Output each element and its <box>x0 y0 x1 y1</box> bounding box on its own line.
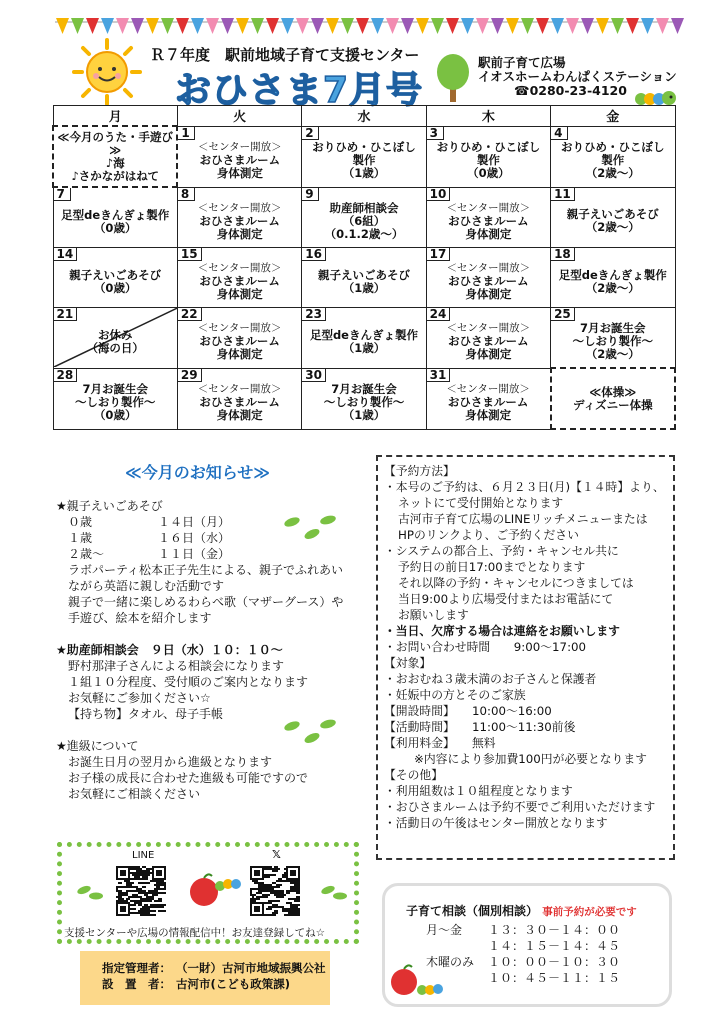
date-label: １１日（金） <box>158 547 231 561</box>
bunting-flag <box>386 18 399 34</box>
event-line: ＜センター開放＞ <box>197 382 282 395</box>
day-event <box>427 258 550 305</box>
consult-day: 木曜のみ <box>426 955 475 969</box>
consult-time: １４：１５－１４：４５ <box>488 939 621 953</box>
event-line: ～しおり製作～ <box>323 394 405 409</box>
event-line: （0歳） <box>93 220 137 235</box>
bunting-flag <box>266 18 279 34</box>
day-event <box>178 198 301 245</box>
day-event <box>427 379 550 426</box>
event-line: （海の日） <box>86 340 144 355</box>
calendar-day[interactable] <box>426 248 550 308</box>
time-label: 【活動時間】 <box>384 720 455 734</box>
day-event <box>551 318 674 365</box>
day-event <box>427 318 550 365</box>
event-line: （1歳） <box>342 340 386 355</box>
event-line: 身体測定 <box>216 287 263 301</box>
bunting-flag <box>161 18 174 34</box>
bunting-flag <box>566 18 579 34</box>
event-line: ＜センター開放＞ <box>446 382 530 395</box>
event-line: 身体測定 <box>216 165 263 180</box>
day-number: 2 <box>302 127 319 140</box>
event-line: 足型deきんぎょ製作 <box>61 207 170 222</box>
english-heading: ★親子えいごあそび <box>56 499 163 513</box>
bunting-flag <box>71 18 84 34</box>
calendar-week <box>53 368 675 429</box>
day-event <box>427 198 550 245</box>
reservation-line: 当日9:00より広場受付またはお電話にて <box>398 592 614 606</box>
target-heading: 【対象】 <box>384 656 432 670</box>
notice-line: お子様の成長に合わせた進級も可能ですので <box>68 771 309 785</box>
bunting-flag <box>86 18 99 34</box>
consultation-times <box>426 922 620 986</box>
event-line: ＜センター開放＞ <box>197 262 282 274</box>
target-line: ・妊娠中の方とそのご家族 <box>384 688 526 702</box>
event-line: （6組） <box>342 213 386 228</box>
consult-day <box>426 938 488 954</box>
target-line: ・おおむね３歳未満のお子さんと保護者 <box>384 672 597 686</box>
weekday-header: 月 <box>53 106 177 127</box>
manager-label: 指定管理者： <box>102 961 171 975</box>
notice-line: 【持ち物】タオル、母子手帳 <box>68 707 224 721</box>
day-event <box>551 198 674 245</box>
calendar-day[interactable] <box>426 368 550 429</box>
event-line: ～しおり製作～ <box>74 394 156 409</box>
day-event <box>54 258 177 305</box>
sprout-icon <box>74 882 104 902</box>
event-line: （1歳） <box>342 165 386 180</box>
event-line: 身体測定 <box>465 347 512 361</box>
bunting-flag <box>206 18 219 34</box>
time-row <box>384 719 669 735</box>
location-phone: ☎0280-23-4120 <box>514 83 627 98</box>
event-line: ～しおり製作～ <box>572 334 654 348</box>
day-event <box>54 379 177 426</box>
day-event <box>552 371 674 426</box>
day-event <box>54 318 177 365</box>
other-heading: 【その他】 <box>384 768 443 782</box>
bunting-flag <box>551 18 564 34</box>
day-event <box>302 258 425 305</box>
day-number: 31 <box>427 369 451 382</box>
calendar-table <box>52 105 676 430</box>
reservation-line: お願いします <box>398 608 469 622</box>
event-line: おひさまルーム <box>448 213 529 228</box>
reservation-line: 予約日の前日17:00までとなります <box>398 560 586 574</box>
event-line: ＜センター開放＞ <box>446 201 531 214</box>
sprout-icon <box>282 716 338 746</box>
reservation-line: ・お問い合わせ時間 9:00～17:00 <box>384 640 587 654</box>
bunting-flag <box>236 18 249 34</box>
notice-title: ≪今月のお知らせ≫ <box>125 463 271 482</box>
calendar-day[interactable] <box>53 126 177 187</box>
time-value: 10:00～16:00 <box>472 704 552 718</box>
day-event <box>551 258 674 305</box>
notice-line: １組１０分程度、受付順のご案内となります <box>68 675 309 689</box>
day-event <box>302 379 425 426</box>
event-line: おひさまルーム <box>199 394 280 409</box>
notice-line: お気軽にご参加ください☆ <box>68 691 211 705</box>
event-line: ＜センター開放＞ <box>197 201 282 214</box>
day-number: 17 <box>427 248 451 261</box>
calendar-day[interactable] <box>53 368 177 429</box>
sprout-icon <box>318 882 348 902</box>
day-number: 10 <box>427 188 451 201</box>
day-number: 14 <box>54 248 78 261</box>
date-label: １６日（水） <box>158 531 231 545</box>
notice-line: お誕生日月の翌月から進級となります <box>68 755 273 769</box>
sns-note: 支援センターや広場の情報配信中！お友達登録してね☆ <box>64 927 325 939</box>
calendar-day[interactable] <box>426 308 550 369</box>
event-line: おりひめ・ひこぼし <box>436 139 541 154</box>
calendar-day[interactable] <box>177 126 301 187</box>
bunting-flag <box>506 18 519 34</box>
calendar-day[interactable] <box>302 126 426 187</box>
event-line: 身体測定 <box>216 347 263 361</box>
bunting-flag <box>191 18 204 34</box>
event-line: （2歳～） <box>585 220 640 234</box>
day-event <box>178 258 301 305</box>
event-line: おひさまルーム <box>448 274 529 288</box>
event-line: ≪体操≫ <box>589 384 637 399</box>
bunting-flag <box>176 18 189 34</box>
bunting-flag <box>401 18 414 34</box>
event-line: 製作 <box>352 152 376 167</box>
calendar-day[interactable] <box>53 248 177 308</box>
event-line: ＜センター開放＞ <box>446 322 531 334</box>
bunting-flag <box>281 18 294 34</box>
calendar-day[interactable] <box>302 308 426 369</box>
event-line: （2歳～） <box>585 165 640 180</box>
calendar-day[interactable] <box>551 308 675 369</box>
time-label: 【利用料金】 <box>384 736 455 750</box>
event-line: （2歳～） <box>585 347 640 361</box>
location-line-1: 駅前子育て広場 <box>478 55 566 70</box>
x-label: 𝕏 <box>272 848 281 861</box>
bunting-flag <box>461 18 474 34</box>
event-line: おりひめ・ひこぼし <box>561 139 665 154</box>
event-line: 身体測定 <box>465 407 512 422</box>
bunting-flag <box>656 18 669 34</box>
time-label: 【開設時間】 <box>384 704 455 718</box>
bunting-flag <box>296 18 309 34</box>
bunting-flag <box>596 18 609 34</box>
day-number: 3 <box>427 127 444 140</box>
event-line: ＜センター開放＞ <box>197 322 282 334</box>
other-line: ・利用組数は１０組程度となります <box>384 784 573 798</box>
time-row <box>384 735 669 751</box>
midwife-heading: ★助産師相談会 ９日（水）１０：１０～ <box>56 643 283 657</box>
bunting-flag <box>221 18 234 34</box>
date-label: １４日（月） <box>158 515 231 529</box>
calendar-week <box>53 248 675 308</box>
calendar-day[interactable] <box>53 308 177 369</box>
bunting-flag <box>251 18 264 34</box>
day-event <box>178 318 301 365</box>
tree-icon <box>436 52 470 104</box>
bunting-flag <box>611 18 624 34</box>
apple-caterpillar-icon <box>388 962 448 998</box>
event-line: 助産師相談会 <box>329 200 399 215</box>
day-event <box>302 137 425 184</box>
reservation-line: ・システムの都合上、予約・キャンセル共に <box>384 544 619 558</box>
day-number: 25 <box>551 308 575 321</box>
day-number: 16 <box>302 248 326 261</box>
header-subtitle: Ｒ７年度 駅前地域子育て支援センター <box>150 46 420 64</box>
day-number: 22 <box>178 308 202 321</box>
reservation-line: 古河市子育て広場のLINEリッチメニューまたは <box>398 512 648 526</box>
day-event <box>302 198 425 245</box>
bunting-flag <box>521 18 534 34</box>
sprout-icon <box>282 512 338 542</box>
page-title: おひさま7月号 <box>175 70 424 111</box>
weekday-header: 火 <box>177 106 301 127</box>
calendar-day[interactable] <box>426 126 550 187</box>
event-line: 身体測定 <box>465 226 512 241</box>
reservation-box <box>376 455 675 860</box>
event-line: おひさまルーム <box>447 394 529 409</box>
bunting-flag <box>326 18 339 34</box>
founder-value: 古河市(こども政策課) <box>176 977 291 991</box>
founder-label: 設 置 者： <box>102 977 171 991</box>
event-line: ＜センター開放＞ <box>198 140 282 153</box>
reservation-line: ネットにて受付開始となります <box>398 496 564 510</box>
event-line: 親子えいごあそび <box>566 207 659 221</box>
consultation-title <box>406 902 637 919</box>
event-line: 親子えいごあそび <box>69 267 162 282</box>
reservation-line: ・当日、欠席する場合は連絡をお願いします <box>384 624 620 638</box>
consult-row <box>426 954 620 970</box>
bunting-flag <box>341 18 354 34</box>
bunting-flag <box>356 18 369 34</box>
consult-row <box>426 938 620 954</box>
day-number: 18 <box>551 248 575 261</box>
reservation-line: それ以降の予約・キャンセルにつきましては <box>398 576 634 590</box>
bunting-flag <box>641 18 654 34</box>
weekday-header: 金 <box>551 106 675 127</box>
english-schedule-row <box>56 546 366 562</box>
event-line: ＜センター開放＞ <box>446 262 531 274</box>
calendar-day[interactable] <box>53 187 177 248</box>
consult-time: １０：４５－１１：１５ <box>488 971 621 985</box>
day-number: 9 <box>302 188 319 201</box>
event-line: 身体測定 <box>465 287 512 301</box>
event-line: 製作 <box>601 152 625 167</box>
event-line: 親子えいごあそび <box>317 267 410 282</box>
notice-section <box>56 498 366 802</box>
notice-line: 野村那津子さんによる相談会になります <box>68 659 285 673</box>
calendar-day[interactable] <box>177 248 301 308</box>
day-number: 15 <box>178 248 202 261</box>
fee-note: ※内容により参加費100円が必要となります <box>414 752 647 766</box>
day-number: 28 <box>54 369 78 382</box>
consult-time: １０：００－１０：３０ <box>488 955 621 969</box>
calendar-day[interactable] <box>177 368 301 429</box>
other-line: ・おひさまルームは予約不要でご利用いただけます <box>384 800 656 814</box>
age-label: １歳 <box>68 531 93 545</box>
event-line: おひさまルーム <box>199 334 280 348</box>
promotion-heading: ★進級について <box>56 739 139 753</box>
bunting-flag <box>581 18 594 34</box>
consultation-heading: 子育て相談（個別相談） <box>406 904 539 918</box>
day-number: 23 <box>302 308 326 321</box>
event-line: 足型deきんぎょ製作 <box>309 327 418 342</box>
day-number: 7 <box>54 188 71 201</box>
time-value: 11:00～11:30前後 <box>472 720 576 734</box>
day-event <box>427 137 550 184</box>
day-event <box>54 129 176 184</box>
day-event <box>54 198 177 245</box>
bunting-decoration <box>0 0 728 40</box>
event-line: （1歳） <box>342 280 386 295</box>
calendar-day[interactable] <box>177 187 301 248</box>
event-line: おりひめ・ひこぼし <box>312 139 416 154</box>
line-qr-code[interactable] <box>116 864 166 918</box>
calendar-week <box>53 126 675 187</box>
bunting-flag <box>431 18 444 34</box>
bunting-flag <box>56 18 69 34</box>
location-line-2: イオスホームわんぱくステーション <box>478 69 677 84</box>
x-qr-code[interactable] <box>250 864 300 918</box>
manager-value: （一財）古河市地域振興公社 <box>176 961 326 975</box>
bunting-flag <box>446 18 459 34</box>
day-number: 21 <box>54 308 78 321</box>
notice-line: 親子で一緒に楽しめるわらべ歌（マザーグース）や <box>68 595 344 609</box>
calendar-week <box>53 308 675 369</box>
bunting-flag <box>671 18 684 34</box>
calendar-day[interactable] <box>302 187 426 248</box>
consult-row <box>426 922 620 938</box>
bunting-flag <box>146 18 159 34</box>
event-line: おひさまルーム <box>448 334 529 348</box>
day-number: 1 <box>178 127 195 140</box>
bunting-flag <box>476 18 489 34</box>
bunting-flag <box>371 18 384 34</box>
day-number: 8 <box>178 188 195 201</box>
bunting-flag <box>131 18 144 34</box>
event-line: おひさまルーム <box>199 274 280 288</box>
age-label: ０歳 <box>68 515 93 529</box>
event-line: ♪海 <box>105 155 125 170</box>
consultation-note: 事前予約が必要です <box>542 906 637 918</box>
apple-caterpillar-icon <box>186 872 242 908</box>
manager-info <box>80 951 330 1005</box>
calendar-day[interactable] <box>551 248 675 308</box>
event-line: （0歳） <box>467 165 510 180</box>
event-line: （0歳） <box>93 407 137 422</box>
bunting-flag <box>491 18 504 34</box>
notice-line: お気軽にご相談ください <box>68 787 201 801</box>
bunting-flag <box>311 18 324 34</box>
event-line: ♪さかながはねて <box>71 168 159 183</box>
event-line: お休み <box>97 327 133 342</box>
event-line: おひさまルーム <box>199 152 281 167</box>
event-line: 身体測定 <box>216 226 263 241</box>
event-line: （2歳～） <box>585 280 640 295</box>
other-line: ・活動日の午後はセンター開放となります <box>384 816 608 830</box>
bunting-flag <box>536 18 549 34</box>
day-event <box>302 318 425 365</box>
calendar-day[interactable] <box>426 187 550 248</box>
weekday-header: 木 <box>426 106 550 127</box>
time-value: 無料 <box>472 736 496 750</box>
event-line: （1歳） <box>342 407 386 422</box>
event-line: 7月お誕生会 <box>580 321 646 335</box>
calendar-day[interactable] <box>302 368 426 429</box>
caterpillar-icon <box>635 90 679 106</box>
event-line: 製作 <box>476 152 500 167</box>
day-number: 24 <box>427 308 451 321</box>
day-number: 11 <box>551 188 575 201</box>
notice-line: 手遊び、絵本を紹介します <box>68 611 212 625</box>
line-label: LINE <box>132 850 155 861</box>
reservation-heading: 【予約方法】 <box>384 464 455 478</box>
day-event <box>178 137 301 184</box>
event-line: （0.1.2歳～） <box>324 226 404 241</box>
calendar-week <box>53 187 675 248</box>
consult-time: １３：３０－１４：００ <box>488 923 621 937</box>
notice-line: ながら英語に親しむ活動です <box>68 579 225 593</box>
event-line: ディズニー体操 <box>572 397 653 412</box>
event-line: 7月お誕生会 <box>331 381 397 396</box>
event-line: 身体測定 <box>216 407 263 422</box>
calendar-day[interactable] <box>302 248 426 308</box>
consult-day: 月～金 <box>426 923 463 937</box>
weekday-header: 水 <box>302 106 426 127</box>
age-label: ２歳～ <box>68 547 105 561</box>
event-line: （0歳） <box>93 280 137 295</box>
event-line: 7月お誕生会 <box>82 381 148 396</box>
day-event <box>178 379 301 426</box>
bunting-flag <box>101 18 114 34</box>
bunting-flag <box>626 18 639 34</box>
bunting-flag <box>116 18 129 34</box>
calendar-day[interactable] <box>177 308 301 369</box>
sun-icon <box>72 38 142 106</box>
day-number: 4 <box>551 127 568 140</box>
event-line: おひさまルーム <box>199 213 280 228</box>
calendar-day[interactable] <box>551 368 675 429</box>
day-number: 29 <box>178 369 202 382</box>
time-row <box>384 703 669 719</box>
day-event <box>551 137 674 184</box>
reservation-line: HPのリンクより、ご予約ください <box>398 528 579 542</box>
calendar-day[interactable] <box>551 187 675 248</box>
consult-row <box>426 970 620 986</box>
day-number: 30 <box>302 369 326 382</box>
notice-line: ラボパーティ松本正子先生による、親子でふれあい <box>68 563 344 577</box>
reservation-line: ・本号のご予約は、６月２３日(月)【１４時】より、 <box>384 480 665 494</box>
event-line: ≪今月のうた・手遊び≫ <box>57 129 173 157</box>
event-line: 足型deきんぎょ製作 <box>558 267 667 282</box>
calendar-day[interactable] <box>551 126 675 187</box>
bunting-flag <box>416 18 429 34</box>
